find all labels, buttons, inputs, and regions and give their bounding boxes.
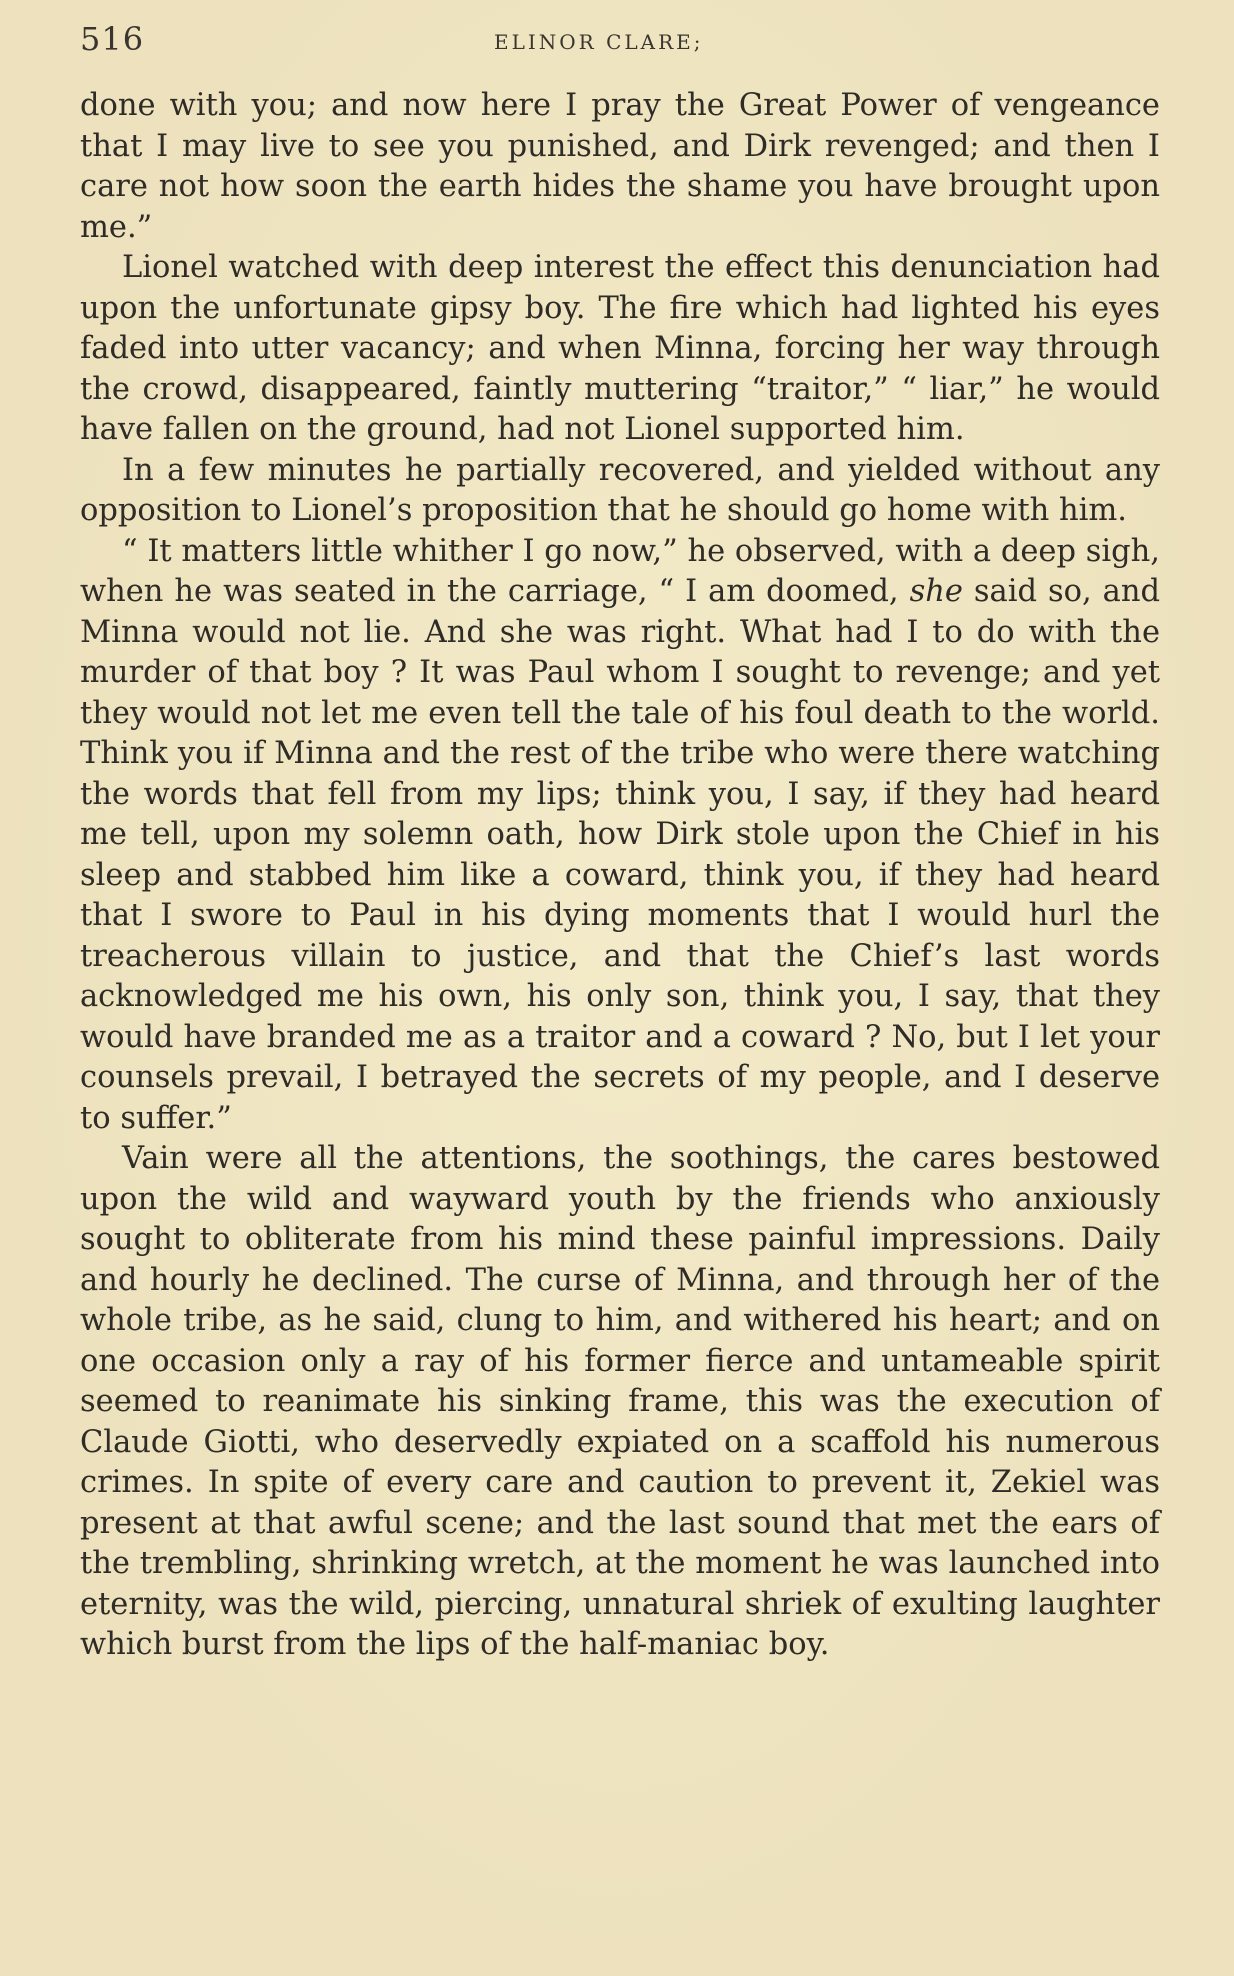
- paragraph-1: done with you; and now here I pray the Great Power of vengeance that I may live to see you punished, and Dirk revenged; and then I care not how soon the earth hides the shame you have brought upon me.”: [80, 88, 1160, 245]
- running-title: ELINOR CLARE;: [494, 30, 704, 54]
- page-header: [80, 20, 1160, 62]
- paragraph-4-part-2: said so, and Minna would not lie. And she was right. What had I to do with the murder of that boy ? It was Paul whom I sought to revenge; and yet they would not let me even tell the tale of his foul death to the world. Think you if Minna and the rest of the tribe who were there watching the words that fell from my lips; think you, I say, if they had heard me tell, upon my solemn oath, how Dirk stole upon the Chief in his sleep and stabbed him like a coward, think you, if they had heard that I swore to Paul in his dying moments that I would hurl the treacherous villain to justice, and that the Chief’s last words acknowledged me his own, his only son, think you, I say, that they would have branded me as a traitor and a coward ? No, but I let your counsels prevail, I betrayed the secrets of my people, and I deserve to suffer.”: [80, 574, 1161, 1136]
- body-text: [80, 86, 1160, 1666]
- paragraph-4: [80, 532, 1160, 1140]
- paragraph-5: Vain were all the attentions, the soothings, the cares bestowed upon the wild and wayward youth by the friends who anxiously sought to obliterate from his mind these painful impressions. Daily and hourly he declined. The curse of Minna, and through her of the whole tribe, as he said, clung to him, and withered his heart; and on one occasion only a ray of his former fierce and untameable spirit seemed to reanimate his sinking frame, this was the execution of Claude Giotti, who deservedly expiated on a scaffold his numerous crimes. In spite of every care and caution to prevent it, Zekiel was present at that awful scene; and the last sound that met the ears of the trembling, shrinking wretch, at the moment he was launched into eternity, was the wild, piercing, unnatural shriek of exulting laughter which burst from the lips of the half-maniac boy.: [80, 1141, 1160, 1662]
- paragraph-4-part-1: “ It matters little whither I go now,” he observed, with a deep sigh, when he was seated in the carriage, “ I am doomed,: [80, 533, 1160, 609]
- page-number: 516: [80, 20, 145, 58]
- paragraph-2: Lionel watched with deep interest the effect this denunciation had upon the unfortunate gipsy boy. The fire which had lighted his eyes faded into utter vacancy; and when Minna, forcing her way through the crowd, disappeared, faintly muttering “traitor,” “ liar,” he would have fallen on the ground, had not Lionel supported him.: [80, 250, 1160, 447]
- italic-emphasis: she: [909, 574, 963, 609]
- paragraph-3: In a few minutes he partially recovered, and yielded without any opposition to Lionel’s proposition that he should go home with him.: [80, 452, 1160, 528]
